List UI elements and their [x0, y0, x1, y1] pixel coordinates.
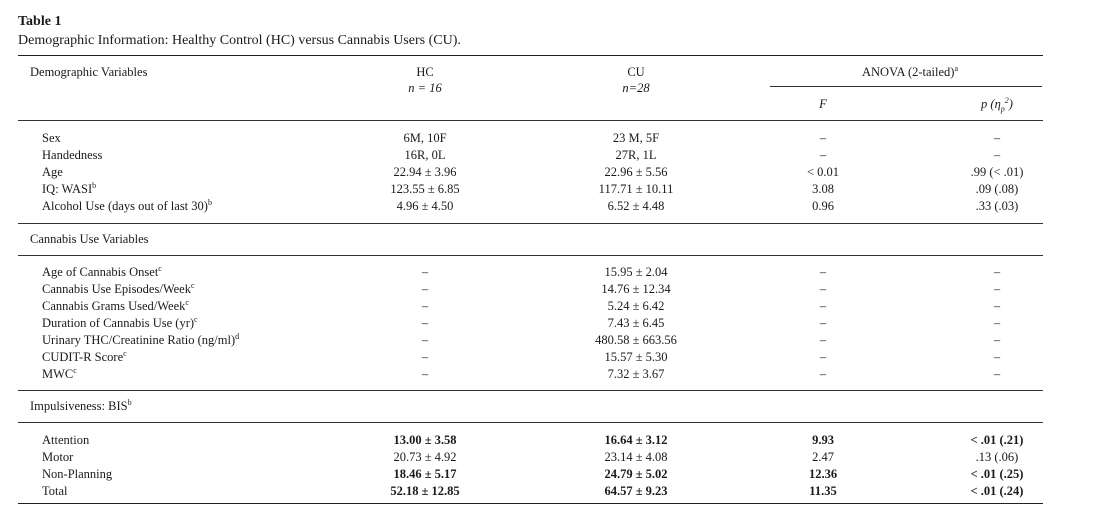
cell-cu: 14.76 ± 12.34 [601, 282, 671, 296]
cell-hc: – [421, 299, 429, 313]
cell-f: 9.93 [812, 433, 834, 447]
section-title-text: Impulsiveness: BIS [30, 399, 128, 413]
cell-f: – [819, 131, 827, 145]
header-variables: Demographic Variables [30, 65, 148, 79]
cell-hc: 13.00 ± 3.58 [393, 433, 457, 447]
cell-p: < .01 (.21) [970, 433, 1024, 447]
row-label [42, 131, 61, 146]
row-label [42, 282, 195, 297]
cell-p: – [993, 265, 1001, 279]
cell-f: – [819, 148, 827, 162]
cell-p: – [993, 148, 1001, 162]
row-label-text: CUDIT-R Score [42, 350, 124, 364]
row-label [42, 316, 198, 331]
cell-f: 0.96 [812, 199, 834, 213]
cell-f: 3.08 [812, 182, 834, 196]
cell-hc: 18.46 ± 5.17 [393, 467, 457, 481]
row-label-sup: c [185, 297, 189, 307]
cell-f: – [819, 299, 827, 313]
cell-hc: – [421, 350, 429, 364]
cell-cu: 7.32 ± 3.67 [607, 367, 665, 381]
cell-p: – [993, 282, 1001, 296]
cell-cu: 24.79 ± 5.02 [604, 467, 668, 481]
cell-hc: 20.73 ± 4.92 [393, 450, 457, 464]
table-bottom-rule [18, 503, 1043, 504]
row-label-text: Duration of Cannabis Use (yr) [42, 316, 195, 330]
section-end-rule [18, 390, 1043, 391]
header-hc: HC [416, 65, 434, 79]
cell-p: < .01 (.24) [970, 484, 1024, 498]
cell-cu: 5.24 ± 6.42 [607, 299, 665, 313]
row-label-text: Non-Planning [42, 467, 113, 481]
cell-f: – [819, 333, 827, 347]
cell-cu: 7.43 ± 6.45 [607, 316, 665, 330]
cell-f: – [819, 367, 827, 381]
cell-p: – [993, 350, 1001, 364]
cell-f: – [819, 350, 827, 364]
cell-cu: 117.71 ± 10.11 [598, 182, 674, 196]
row-label-sup: c [73, 365, 77, 375]
cell-p: – [993, 367, 1001, 381]
cell-p: < .01 (.25) [970, 467, 1024, 481]
cell-cu: 27R, 1L [615, 148, 657, 162]
cell-cu: 15.95 ± 2.04 [604, 265, 668, 279]
row-label [42, 148, 102, 163]
row-label-text: MWC [42, 367, 74, 381]
row-label-sup: c [158, 263, 162, 273]
row-label-sup: b [207, 197, 212, 207]
cell-cu: 22.96 ± 5.56 [604, 165, 668, 179]
row-label [42, 484, 68, 499]
row-label-sup: c [123, 348, 127, 358]
row-label [42, 299, 189, 314]
row-label [42, 265, 162, 280]
row-label [42, 350, 127, 365]
table-title: Table 1 [18, 14, 62, 29]
cell-p: – [993, 299, 1001, 313]
anova-subrule [770, 86, 1042, 87]
cell-f: – [819, 265, 827, 279]
cell-hc: 52.18 ± 12.85 [390, 484, 460, 498]
table-caption: Demographic Information: Healthy Control (HC) versus Cannabis Users (CU). [18, 33, 461, 48]
cell-f: – [819, 282, 827, 296]
header-anova-label: ANOVA (2-tailed) [862, 65, 955, 79]
cell-hc: – [421, 316, 429, 330]
row-label-text: Age of Cannabis Onset [42, 265, 159, 279]
row-label-text: Handedness [42, 148, 103, 162]
cell-f: < 0.01 [806, 165, 840, 179]
row-label [42, 333, 239, 348]
cell-p: .33 (.03) [975, 199, 1019, 213]
cell-cu: 23.14 ± 4.08 [604, 450, 668, 464]
cell-f: 11.35 [809, 484, 837, 498]
row-label [42, 367, 77, 382]
header-cu: CU [627, 65, 645, 79]
cell-p: .99 (< .01) [970, 165, 1024, 179]
row-label-text: Urinary THC/Creatinine Ratio (ng/ml) [42, 333, 236, 347]
row-label [42, 433, 89, 448]
table-top-rule [18, 55, 1043, 56]
row-label [42, 467, 112, 482]
cell-cu: 15.57 ± 5.30 [604, 350, 668, 364]
header-p: p $(\eta_p^2)$ [981, 95, 1013, 114]
cell-f: 12.36 [808, 467, 838, 481]
row-label [42, 182, 96, 197]
section-title [30, 232, 149, 247]
cell-hc: – [421, 265, 429, 279]
row-label-text: IQ: WASI [42, 182, 93, 196]
section-end-rule [18, 223, 1043, 224]
row-label-text: Cannabis Use Episodes/Week [42, 282, 191, 296]
row-label-text: Total [42, 484, 68, 498]
row-label [42, 199, 212, 214]
section-title [30, 399, 132, 414]
header-f: F [819, 97, 827, 111]
section-title-sup: b [127, 397, 132, 407]
cell-f: – [819, 316, 827, 330]
cell-p: .09 (.08) [975, 182, 1019, 196]
cell-hc: 16R, 0L [404, 148, 446, 162]
cell-p: .13 (.06) [975, 450, 1019, 464]
section-title-text: Cannabis Use Variables [30, 232, 149, 246]
row-label-text: Alcohol Use (days out of last 30) [42, 199, 208, 213]
row-label-text: Age [42, 165, 63, 179]
cell-hc: – [421, 367, 429, 381]
cell-hc: – [421, 282, 429, 296]
cell-p: – [993, 316, 1001, 330]
cell-hc: – [421, 333, 429, 347]
row-label-sup: c [194, 314, 198, 324]
header-cu-n: n=28 [622, 81, 650, 95]
cell-cu: 23 M, 5F [612, 131, 660, 145]
cell-cu: 480.58 ± 663.56 [595, 333, 677, 347]
cell-cu: 64.57 ± 9.23 [604, 484, 668, 498]
row-label [42, 165, 63, 180]
row-label [42, 450, 73, 465]
row-label-sup: d [235, 331, 240, 341]
row-label-sup: b [92, 180, 97, 190]
cell-p: – [993, 131, 1001, 145]
row-label-text: Cannabis Grams Used/Week [42, 299, 186, 313]
cell-hc: 6M, 10F [403, 131, 447, 145]
row-label-text: Sex [42, 131, 61, 145]
header-anova [862, 65, 958, 80]
row-label-text: Motor [42, 450, 74, 464]
cell-cu: 6.52 ± 4.48 [607, 199, 665, 213]
cell-f: 2.47 [812, 450, 834, 464]
row-label-text: Attention [42, 433, 90, 447]
cell-hc: 123.55 ± 6.85 [390, 182, 460, 196]
header-bottom-rule [18, 120, 1043, 121]
section-rule [18, 255, 1043, 256]
cell-p: – [993, 333, 1001, 347]
cell-cu: 16.64 ± 3.12 [604, 433, 668, 447]
section-rule [18, 422, 1043, 423]
cell-hc: 4.96 ± 4.50 [396, 199, 454, 213]
header-anova-sup: a [954, 63, 959, 73]
row-label-sup: c [190, 280, 195, 290]
cell-hc: 22.94 ± 3.96 [393, 165, 457, 179]
header-hc-n: n = 16 [408, 81, 442, 95]
